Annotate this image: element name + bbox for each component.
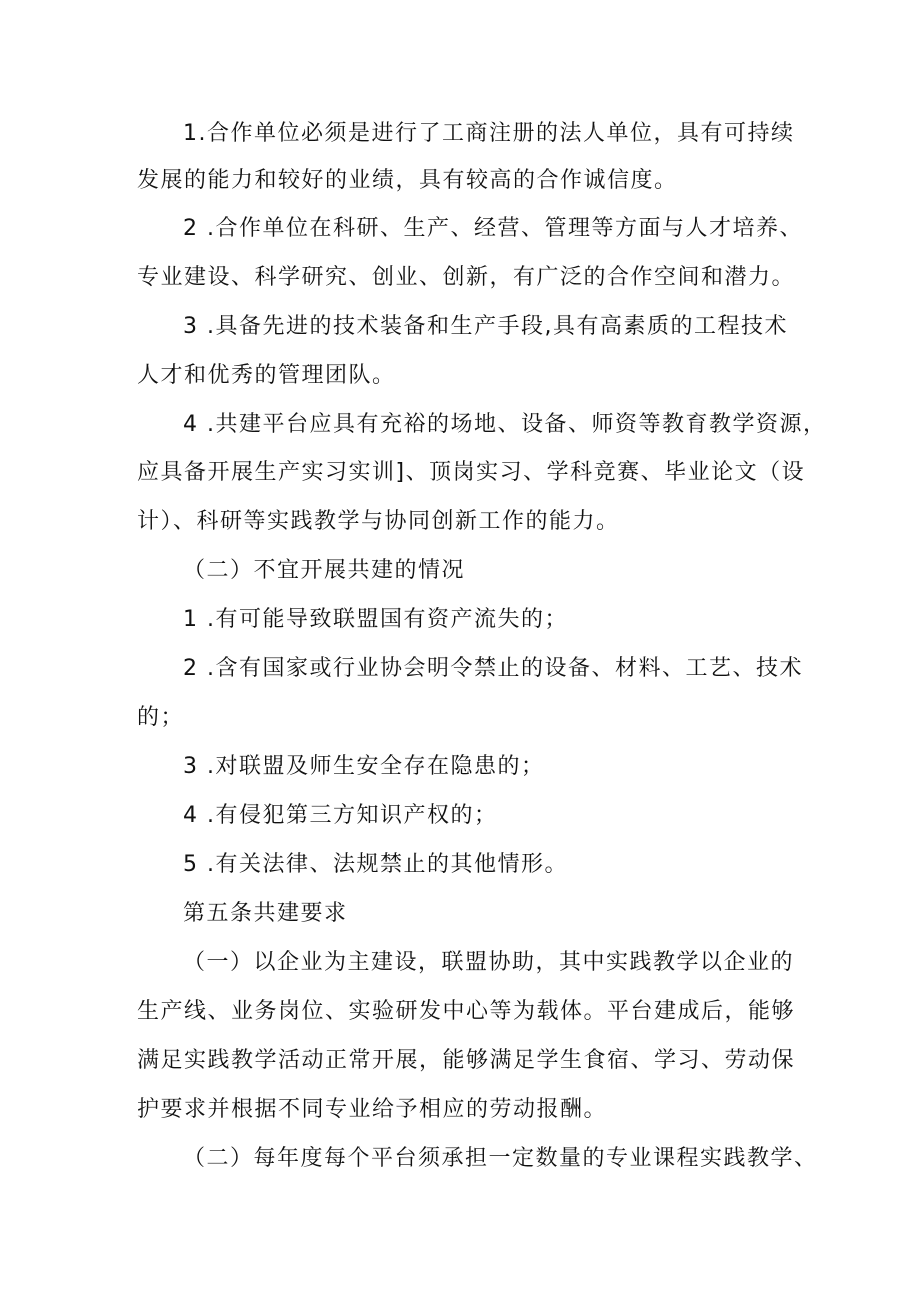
text-line-20: 满足实践教学活动正常开展，能够满足学生食宿、学习、劳动保 — [137, 1048, 796, 1073]
section-heading-2: （二）不宜开展共建的情况 — [183, 558, 466, 583]
text-line-12: 2 .含有国家或行业协会明令禁止的设备、材料、工艺、技术 — [183, 656, 803, 681]
text-line-6: 人才和优秀的管理团队。 — [137, 363, 396, 388]
text-line-4: 专业建设、科学研究、创业、创新，有广泛的合作空间和潜力。 — [137, 265, 796, 290]
text-line-11: 1 .有可能导致联盟国有资产流失的； — [183, 607, 568, 632]
text-line-15: 4 .有侵犯第三方知识产权的； — [183, 803, 498, 828]
text-line-2: 发展的能力和较好的业绩，具有较高的合作诚信度。 — [137, 168, 678, 193]
text-line-3: 2 .合作单位在科研、生产、经营、管理等方面与人才培养、 — [183, 216, 803, 241]
text-line-5: 3 .具备先进的技术装备和生产手段,具有高素质的工程技术 — [183, 314, 788, 339]
text-line-22: （二）每年度每个平台须承担一定数量的专业课程实践教学、 — [183, 1146, 818, 1171]
text-line-13: 的； — [137, 705, 185, 730]
text-line-19: 生产线、业务岗位、实验研发中心等为载体。平台建成后，能够 — [137, 999, 796, 1024]
text-line-16: 5 .有关法律、法规禁止的其他情形。 — [183, 852, 568, 877]
article-heading-5: 第五条共建要求 — [183, 901, 348, 926]
text-line-9: 计）、科研等实践教学与协同创新工作的能力。 — [137, 509, 620, 534]
text-line-1: 1.合作单位必须是进行了工商注册的法人单位，具有可持续 — [183, 121, 795, 146]
text-line-8: 应具备开展生产实习实训]、顶岗实习、学科竞赛、毕业论文（设 — [137, 460, 806, 485]
text-line-14: 3 .对联盟及师生安全存在隐患的； — [183, 754, 545, 779]
text-line-7: 4 .共建平台应具有充裕的场地、设备、师资等教育教学资源， — [183, 412, 827, 437]
text-line-18: （一）以企业为主建设，联盟协助，其中实践教学以企业的 — [183, 950, 795, 975]
text-line-21: 护要求并根据不同专业给予相应的劳动报酬。 — [137, 1097, 608, 1122]
